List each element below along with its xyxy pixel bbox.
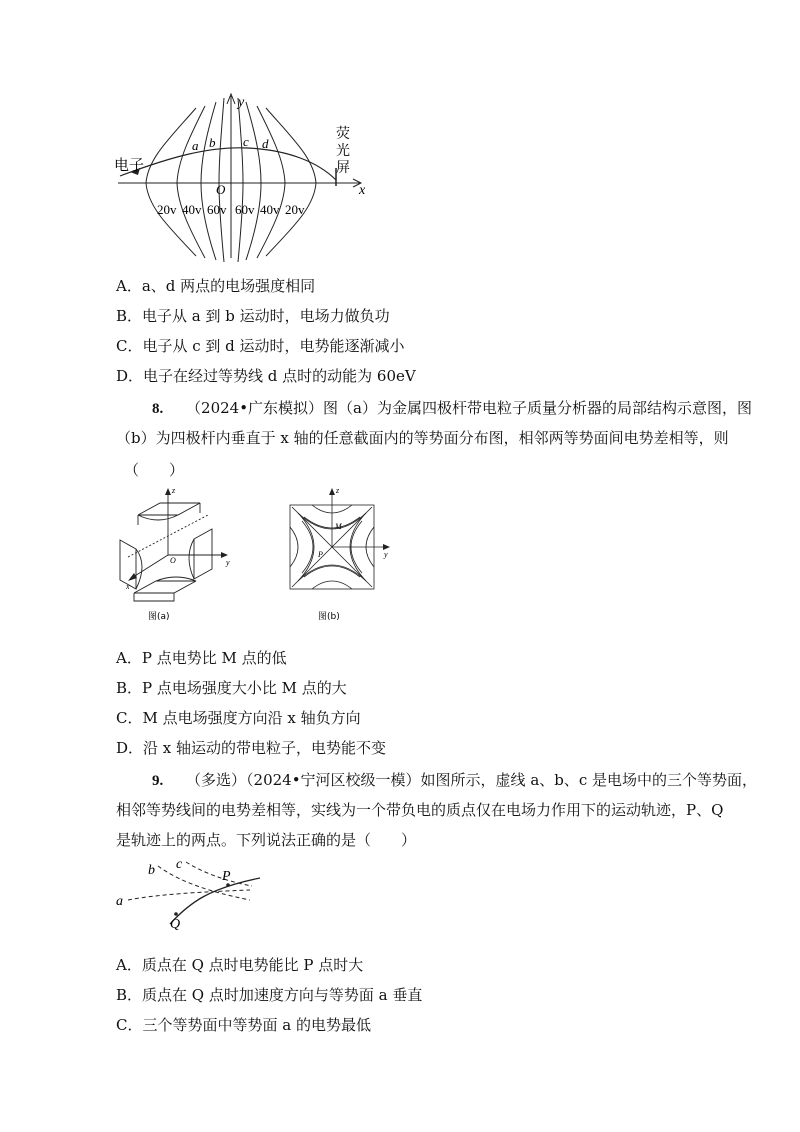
q9-stem-line3: 是轨迹上的两点。下列说法正确的是（ ） <box>116 831 417 849</box>
fig7-voltage-label: 60v <box>207 202 227 217</box>
q9-stem-line2: 相邻等势线间的电势差相等，实线为一个带负电的质点仅在电场力作用下的运动轨迹，P、Q <box>116 801 724 819</box>
fig-b-z-label: z <box>336 486 340 495</box>
fig7-electron-label: 电子 <box>114 156 145 174</box>
q8-text-line1: （2024•广东模拟）图（a）为金属四极杆带电粒子质量分析器的局部结构示意图，图 <box>186 399 752 417</box>
fig-b-p-label: P <box>318 550 323 559</box>
fig7-origin-label: O <box>216 182 226 197</box>
q7-figure <box>108 88 378 263</box>
fig7-voltage-label: 40v <box>260 202 280 217</box>
fig-a-z-label: z <box>172 486 176 495</box>
fig7-voltage-label: 40v <box>182 202 202 217</box>
q8-stem-line2: （b）为四极杆内垂直于 x 轴的任意截面内的等势面分布图，相邻两等势面间电势差相等，则 <box>116 429 729 447</box>
fig7-point-c: c <box>243 134 249 149</box>
fig7-x-label: x <box>359 183 366 198</box>
fig9-c-label: c <box>176 857 183 872</box>
fig-a-y-label: y <box>226 558 230 567</box>
q9-number: 9. <box>152 773 164 789</box>
q9-option-c: C．三个等势面中等势面 a 的电势最低 <box>116 1016 371 1034</box>
fig7-voltage-label: 20v <box>285 202 305 217</box>
q7-option-d: D．电子在经过等势线 d 点时的动能为 60eV <box>116 367 416 385</box>
q8-stem-line3: （ ） <box>124 461 185 479</box>
fig7-screen-label-1: 荧 <box>336 126 350 142</box>
q9-option-a: A．质点在 Q 点时电势能比 P 点时大 <box>116 956 364 974</box>
fig9-b-label: b <box>148 863 155 878</box>
fig9-p-label: P <box>222 869 231 884</box>
fig7-y-label: y <box>238 95 245 110</box>
fig-b-y-label: y <box>384 550 388 559</box>
fig7-screen-label-3: 屏 <box>336 160 350 176</box>
q9-text-line1: （多选）（2024•宁河区校级一模）如图所示，虚线 a、b、c 是电场中的三个等势面， <box>186 771 758 789</box>
q8-option-a: A．P 点电势比 M 点的低 <box>116 649 287 667</box>
fig7-screen-label-2: 光 <box>336 143 350 159</box>
fig7-voltage-label: 20v <box>157 202 177 217</box>
q9-option-b: B．质点在 Q 点时加速度方向与等势面 a 垂直 <box>116 986 423 1004</box>
fig-b-caption: 图(b) <box>318 612 340 622</box>
q9-figure <box>110 852 270 932</box>
q7-option-c: C．电子从 c 到 d 运动时，电势能逐渐减小 <box>116 337 405 355</box>
q7-option-a: A．a、d 两点的电场强度相同 <box>116 277 316 295</box>
q9-stem-line1 <box>152 770 757 791</box>
q8-option-c: C．M 点电场强度方向沿 x 轴负方向 <box>116 709 361 727</box>
q8-option-d: D．沿 x 轴运动的带电粒子，电势能不变 <box>116 739 387 757</box>
q7-option-b: B．电子从 a 到 b 运动时，电场力做负功 <box>116 307 390 325</box>
fig-b-m-label: M <box>335 522 342 531</box>
q8-figure-a <box>108 485 248 625</box>
q8-figure-b <box>280 485 400 625</box>
fig7-point-a: a <box>192 138 199 153</box>
q8-option-b: B．P 点电场强度大小比 M 点的大 <box>116 679 347 697</box>
fig-a-x-label: x <box>126 582 130 591</box>
fig-a-caption: 图(a) <box>148 612 170 622</box>
fig7-point-d: d <box>262 136 269 151</box>
q8-stem-line1 <box>152 398 752 419</box>
q8-number: 8. <box>152 401 164 417</box>
fig7-voltage-label: 60v <box>235 202 255 217</box>
fig-a-o-label: O <box>170 556 176 565</box>
fig7-point-b: b <box>209 135 216 150</box>
fig9-q-label: Q <box>170 917 181 932</box>
fig9-a-label: a <box>116 894 123 909</box>
